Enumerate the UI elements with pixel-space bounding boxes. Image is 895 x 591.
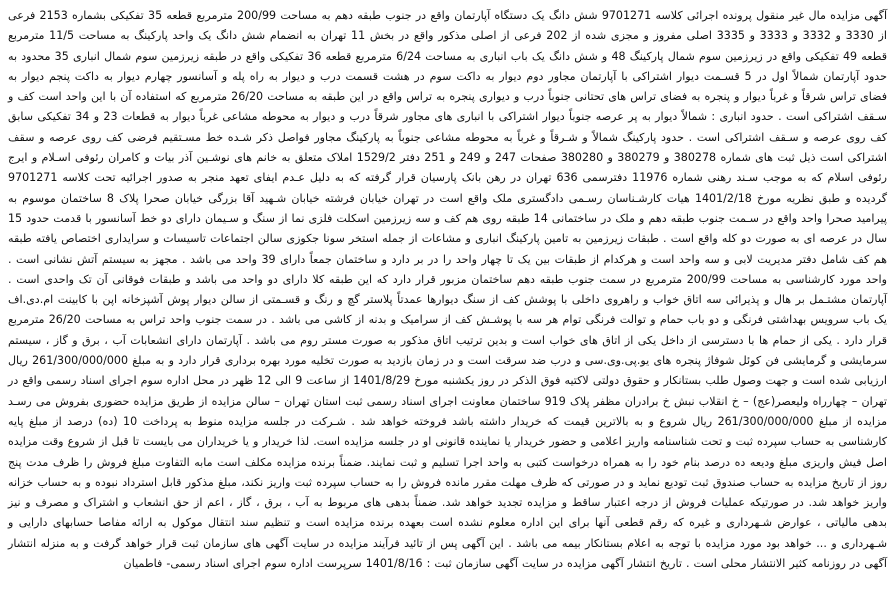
auction-notice-body: آگهی مزایده مال غیر منقول پرونده اجرائی کلاسه 9701271 شش دانگ یک دستگاه آپارتمان واقع در جنوب طبقه دهم به مساحت 200/99 مترمربع قطعه 35 تفکیکی بشماره 2153 فرعی از 3330 و 3332 و 3333 و 3335 اصلی مفروز و مجزی شده از 202 فرعی از اصلی مذکور واقع در بخش 11 تهران به انضمام شش دانگ یک واحد پارکینگ به مساحت 11/5 مترمربع قطعه 49 تفکیکی واقع در زیرزمین سوم شمال پارکینگ 48 و شش دانگ یک باب انباری به مساحت 6/24 مترمربع قطعه 36 تفکیکی واقع در طبقه زیرزمین سوم شمال انباری 35 محدود به حدود آپارتمان شمالاً اول در 5 قسـمت دیوار اشتراکی با آپارتمان مجاور دوم دیوار به داکت سوم در هشت قسمت درب و دیوار به راه پله و آسانسور چهارم دیوار به داکت پنجم دیوار به فضای تراس شرقاً و غرباً دیوار و پنجره به فضای تراس های تحتانی جنوباً درب و دیواری پنجره به تراس واقع در این طبقه به مساحت 26/20 مترمربع که استفاده آن با این واحد است کف و سـقف اشتراکی است . حدود انباری : شمالاً دیوار به پر عرصه جنوباً دیوار اشتراکی با انباری های مجاور شرقاً درب و دیوار به محوطه مشاعی غرباً دیوار به قطعات 23 و 34 تفکیکی سابق کف روی عرصه و سـقف اشتراکی است . حدود پارکینگ شمالاً و شـرقاً و غرباً به محوطه مشاعی جنوباً به پارکینگ مجاور فواصل ذکر شـده خط مسـتقیم فرضی کف روی عرصه و سقف اشتراکی است ذیل ثبت های شماره 380278 و 380279 و 380280 صفحات 247 و 249 و 251 دفتر 1529/2 املاک متعلق به خانم های نوشـین آذر بیات و کامران رئوفی اسـلام و ایرج رئوفی اسلام که به موجب سـند رهنی شماره 11976 دفترسمی 636 تهران در رهن بانک پارسیان قرار گرفته که به دلیل عـدم ایفای تعهد منجر به صدور اجرائیه تحت کلاسه 9701271 گردیده و طبق نظریه مورخ 1401/2/18 هیات کارشـناسان رسـمی دادگستری ملک واقع است در تهران خیابان فرشته خیابان شـهید آقا بزرگی خیابان صحرا پلاک 8 ساختمان موسوم به پیرامید صحرا واحد واقع در سـمت جنوب طبقه دهم و ملک در ساختمانی 14 طبقه روی هم کف و سه زیرزمین اسکلت فلزی نما از سنگ و سـیمان دارای دو خط آسانسور با قدمت حدود 15 سال در عرصه ای به صورت دو کله واقع است . طبقات زیرزمین به تامین پارکینگ انباری و مشاعات از جمله استخر سونا جکوزی سالن اجتماعات تاسیسات و سرایداری اختصاص یافته طبقه هم کف شامل دفتر مدیریت لابی و سه واحد است و هرکدام از طبقات بین یک تا چهار واحد را در بر دارد و ساختمان جمعاً دارای 39 واحد می باشد . مجهز به سیستم آتش نشانی است . واحد مورد کارشناسی به مساحت 200/99 مترمربع در سمت جنوب طبقه دهم ساختمان مزبور قرار دارد که این طبقه کلا دارای دو واحد می باشد و طبقات فوقانی آن تک واحدی است . آپارتمان مشتـمل بر هال و پذیرائی سه اتاق خواب و راهروی داخلی با پوشش کف از سنگ دیوارها عمدتاً پلاستر گچ و رنگ و قسـمتی از سالن دیوار پوش آشپزخانه اپن با کابینت ام.دی.اف یک باب سرویس بهداشتی فرنگی و دو باب حمام و توالت فرنگی توام هر سه با پوشـش کف از سرامیک و بدنه از کاشی می باشد . در سمت جنوب واحد تراس به مساحت 26/20 مترمربع قرار دارد . یکی از حمام ها با دسترسی از داخل یکی از اتاق های خواب است و بدین ترتیب اتاق مذکور به صورت مستر روم می باشد . آپارتمان دارای انشعابات آب ، برق و گاز ، سیستم سرمایشی و گرمایشی فن کوئل شوفاژ پنجره های یو.پی.وی.سی و درب ضد سرقت است و در زمان بازدید به صورت تخلیه مورد بهره برداری قرار دارد و به مبلغ 261/300/000/000 ریال ارزیابی شده است و جهت وصول طلب بستانکار و حقوق دولتی لاکتیه فوق الذکر در روز یکشنبه مورخ 1401/8/29 از ساعت 9 الی 12 ظهر در محل اداره سوم اجرای اسناد رسمی واقع در تهران – چهارراه ولیعصر(عج) – خ انقلاب نبش خ برادران مظفر پلاک 919 ساختمان معاونت اجرای اسناد رسمی ثبت استان تهران – سالن مزایده از طریق مزایده حضوری بفروش می رسـد مزایده از مبلغ 261/300/000/000 ریال شروع و به بالاترین قیمت که خریدار داشته باشد فروخته خواهد شد . شـرکت در جلسه مزایده منوط به پرداخت 10 (ده) درصد از مبلغ پایه کارشناسی به حساب سپرده ثبت و تحت شناسنامه واریز اعلامی و حضور خریدار یا نماینده قانونی او در جلسه مزایده است. لذا خریدار و یا خریداران می بایست تا قبل از شروع وقت مزایده اصل فیش واریزی مبلغ ودیعه ده درصد بنام خود را به همراه درخواست کتبی به واحد اجرا تسلیم و ثبت نمایند. ضمناً برنده مزایده مکلف است مابه التفاوت مبلغ فروش را ظرف مدت پنج روز از تاریخ مزایده به حساب صندوق ثبت تودیع نماید و در صورتی که ظرف مهلت مقرر مانده فروش را به حساب سپرده ثبت واریز نکند، مبلغ مذکور قابل استرداد نبوده و به حساب خزانه واریز خواهد شد. در صورتیکه عملیات فروش از درجه اعتبار ساقط و مزایده تجدید خواهد شد. ضمناً بدهی های مربوط به آب ، برق ، گاز ، اعم از حق انشعاب و اشتراک و مصرف و نیز بدهی مالیاتی ، عوارض شـهرداری و غیره که رقم قطعی آنها برای این اداره معلوم نشده است بعهده برنده مزایده است و تنظیم سند انتقال موکول به ارائه مفاصا حسابهای دارایی و شـهرداری و ... خواهد بود مورد مزایده با توجه به اعلام بستانکار بیمه می باشد . این آگهی پس از تائید فرآیند مزایده در سایت آگهی های سازمان ثبت قرار خواهد گرفت و به منزله انتشار آگهی در روزنامه کثیر الانتشار محلی است . تاریخ انتشار آگهی مزایده در سایت آگهی سازمان ثبت : 1401/8/16 سرپرست اداره سوم اجرای اسناد رسمی- فاطمیان bbox=[8, 9, 888, 571]
